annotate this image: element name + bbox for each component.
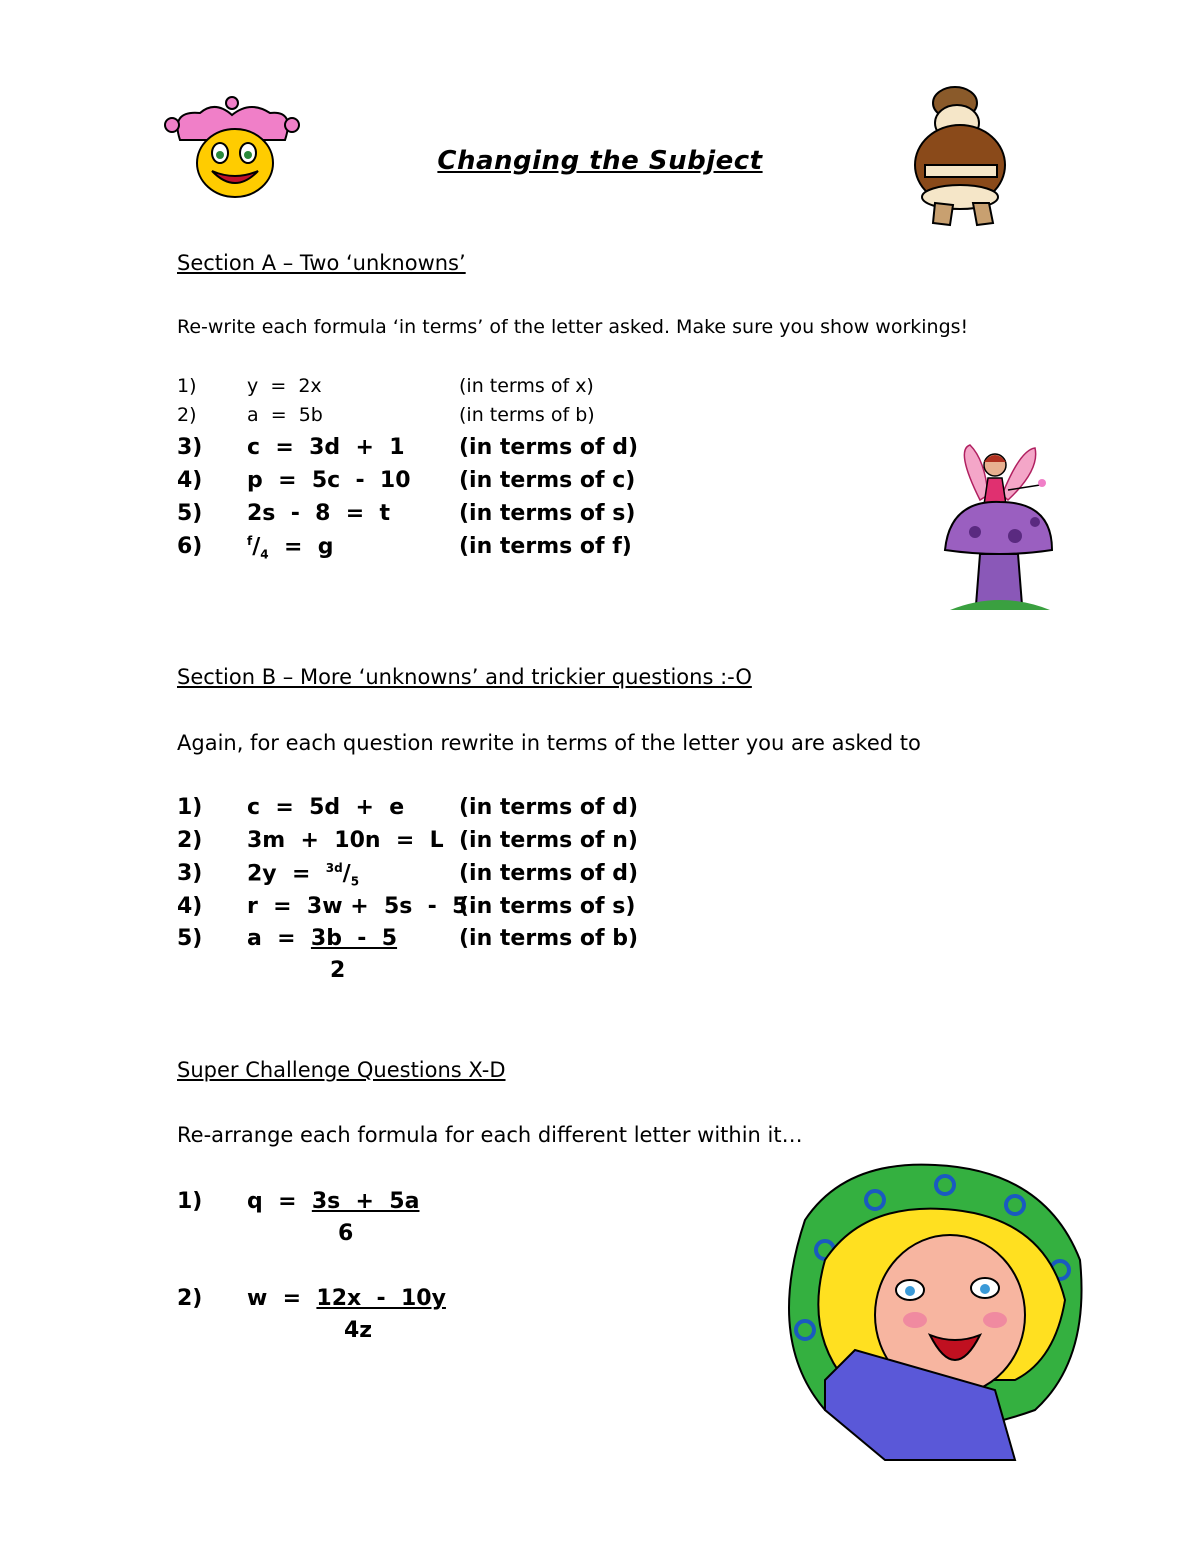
formula-rest: = g xyxy=(268,534,334,560)
question-number: 3) xyxy=(177,861,203,886)
fraction-denominator: 4 xyxy=(260,547,269,562)
fairy-image xyxy=(940,440,1060,615)
page-title: Changing the Subject xyxy=(437,146,763,176)
question-terms: (in terms of b) xyxy=(459,926,639,951)
section-b-intro: Again, for each question rewrite in terms of the letter you are asked to xyxy=(177,731,921,755)
section-a-heading: Section A – Two ‘unknowns’ xyxy=(177,251,466,275)
question-formula: $^f/_4 = g$ xyxy=(247,534,334,562)
fraction-denominator: 2 xyxy=(330,958,346,983)
question-number: 5) xyxy=(177,926,203,951)
question-terms: (in terms of c) xyxy=(459,468,636,493)
formula-prefix: 2y = xyxy=(247,861,326,887)
question-formula: y = 2x xyxy=(247,375,322,397)
question-terms: (in terms of s) xyxy=(459,501,636,526)
question-number: 4) xyxy=(177,894,203,919)
question-terms: (in terms of n) xyxy=(459,828,638,853)
fraction-numerator: 3d xyxy=(325,861,343,875)
question-formula: p = 5c - 10 xyxy=(247,468,411,493)
question-formula: c = 5d + e xyxy=(247,795,405,820)
question-terms: (in terms of d) xyxy=(459,861,639,886)
question-number: 6) xyxy=(177,534,203,559)
question-formula: r = 3w + 5s - 5 xyxy=(247,894,468,919)
woman-image xyxy=(765,1160,1090,1465)
question-terms: (in terms of f) xyxy=(459,534,632,559)
question-number: 5) xyxy=(177,501,203,526)
question-number: 1) xyxy=(177,795,203,820)
question-formula: $2y = ^{3d}/_5$ xyxy=(247,861,360,889)
formula-prefix: w = xyxy=(247,1286,317,1311)
fraction-numerator: 12x - 10y xyxy=(316,1286,446,1311)
fraction-denominator: 5 xyxy=(350,874,360,889)
question-formula xyxy=(247,1286,446,1311)
question-number: 2) xyxy=(177,404,197,426)
question-terms: (in terms of d) xyxy=(459,435,639,460)
question-terms: (in terms of x) xyxy=(459,375,594,397)
question-number: 1) xyxy=(177,375,197,397)
question-formula xyxy=(247,926,397,951)
question-terms: (in terms of s) xyxy=(459,894,636,919)
question-number: 2) xyxy=(177,1286,203,1311)
formula-prefix: a = xyxy=(247,926,311,951)
challenge-heading: Super Challenge Questions X-D xyxy=(177,1058,506,1082)
question-number: 3) xyxy=(177,435,203,460)
question-formula: 3m + 10n = L xyxy=(247,828,444,853)
fraction-numerator: 3b - 5 xyxy=(310,926,398,951)
fraction-denominator: 4z xyxy=(344,1318,373,1343)
fraction-numerator: 3s + 5a xyxy=(311,1189,420,1214)
question-formula: a = 5b xyxy=(247,404,323,426)
section-b-heading: Section B – More ‘unknowns’ and trickier questions :-O xyxy=(177,665,752,689)
question-number: 2) xyxy=(177,828,203,853)
question-number: 1) xyxy=(177,1189,203,1214)
section-a-intro: Re-write each formula ‘in terms’ of the letter asked. Make sure you show workings! xyxy=(177,316,969,338)
question-formula: 2s - 8 = t xyxy=(247,501,391,526)
question-number: 4) xyxy=(177,468,203,493)
fraction-numerator: f xyxy=(247,534,253,548)
fraction-denominator: 6 xyxy=(338,1221,354,1246)
question-terms: (in terms of b) xyxy=(459,404,595,426)
formula-prefix: q = xyxy=(247,1189,312,1214)
question-formula: c = 3d + 1 xyxy=(247,435,405,460)
question-formula xyxy=(247,1189,419,1214)
challenge-intro: Re-arrange each formula for each different letter within it… xyxy=(177,1123,803,1147)
question-terms: (in terms of d) xyxy=(459,795,639,820)
